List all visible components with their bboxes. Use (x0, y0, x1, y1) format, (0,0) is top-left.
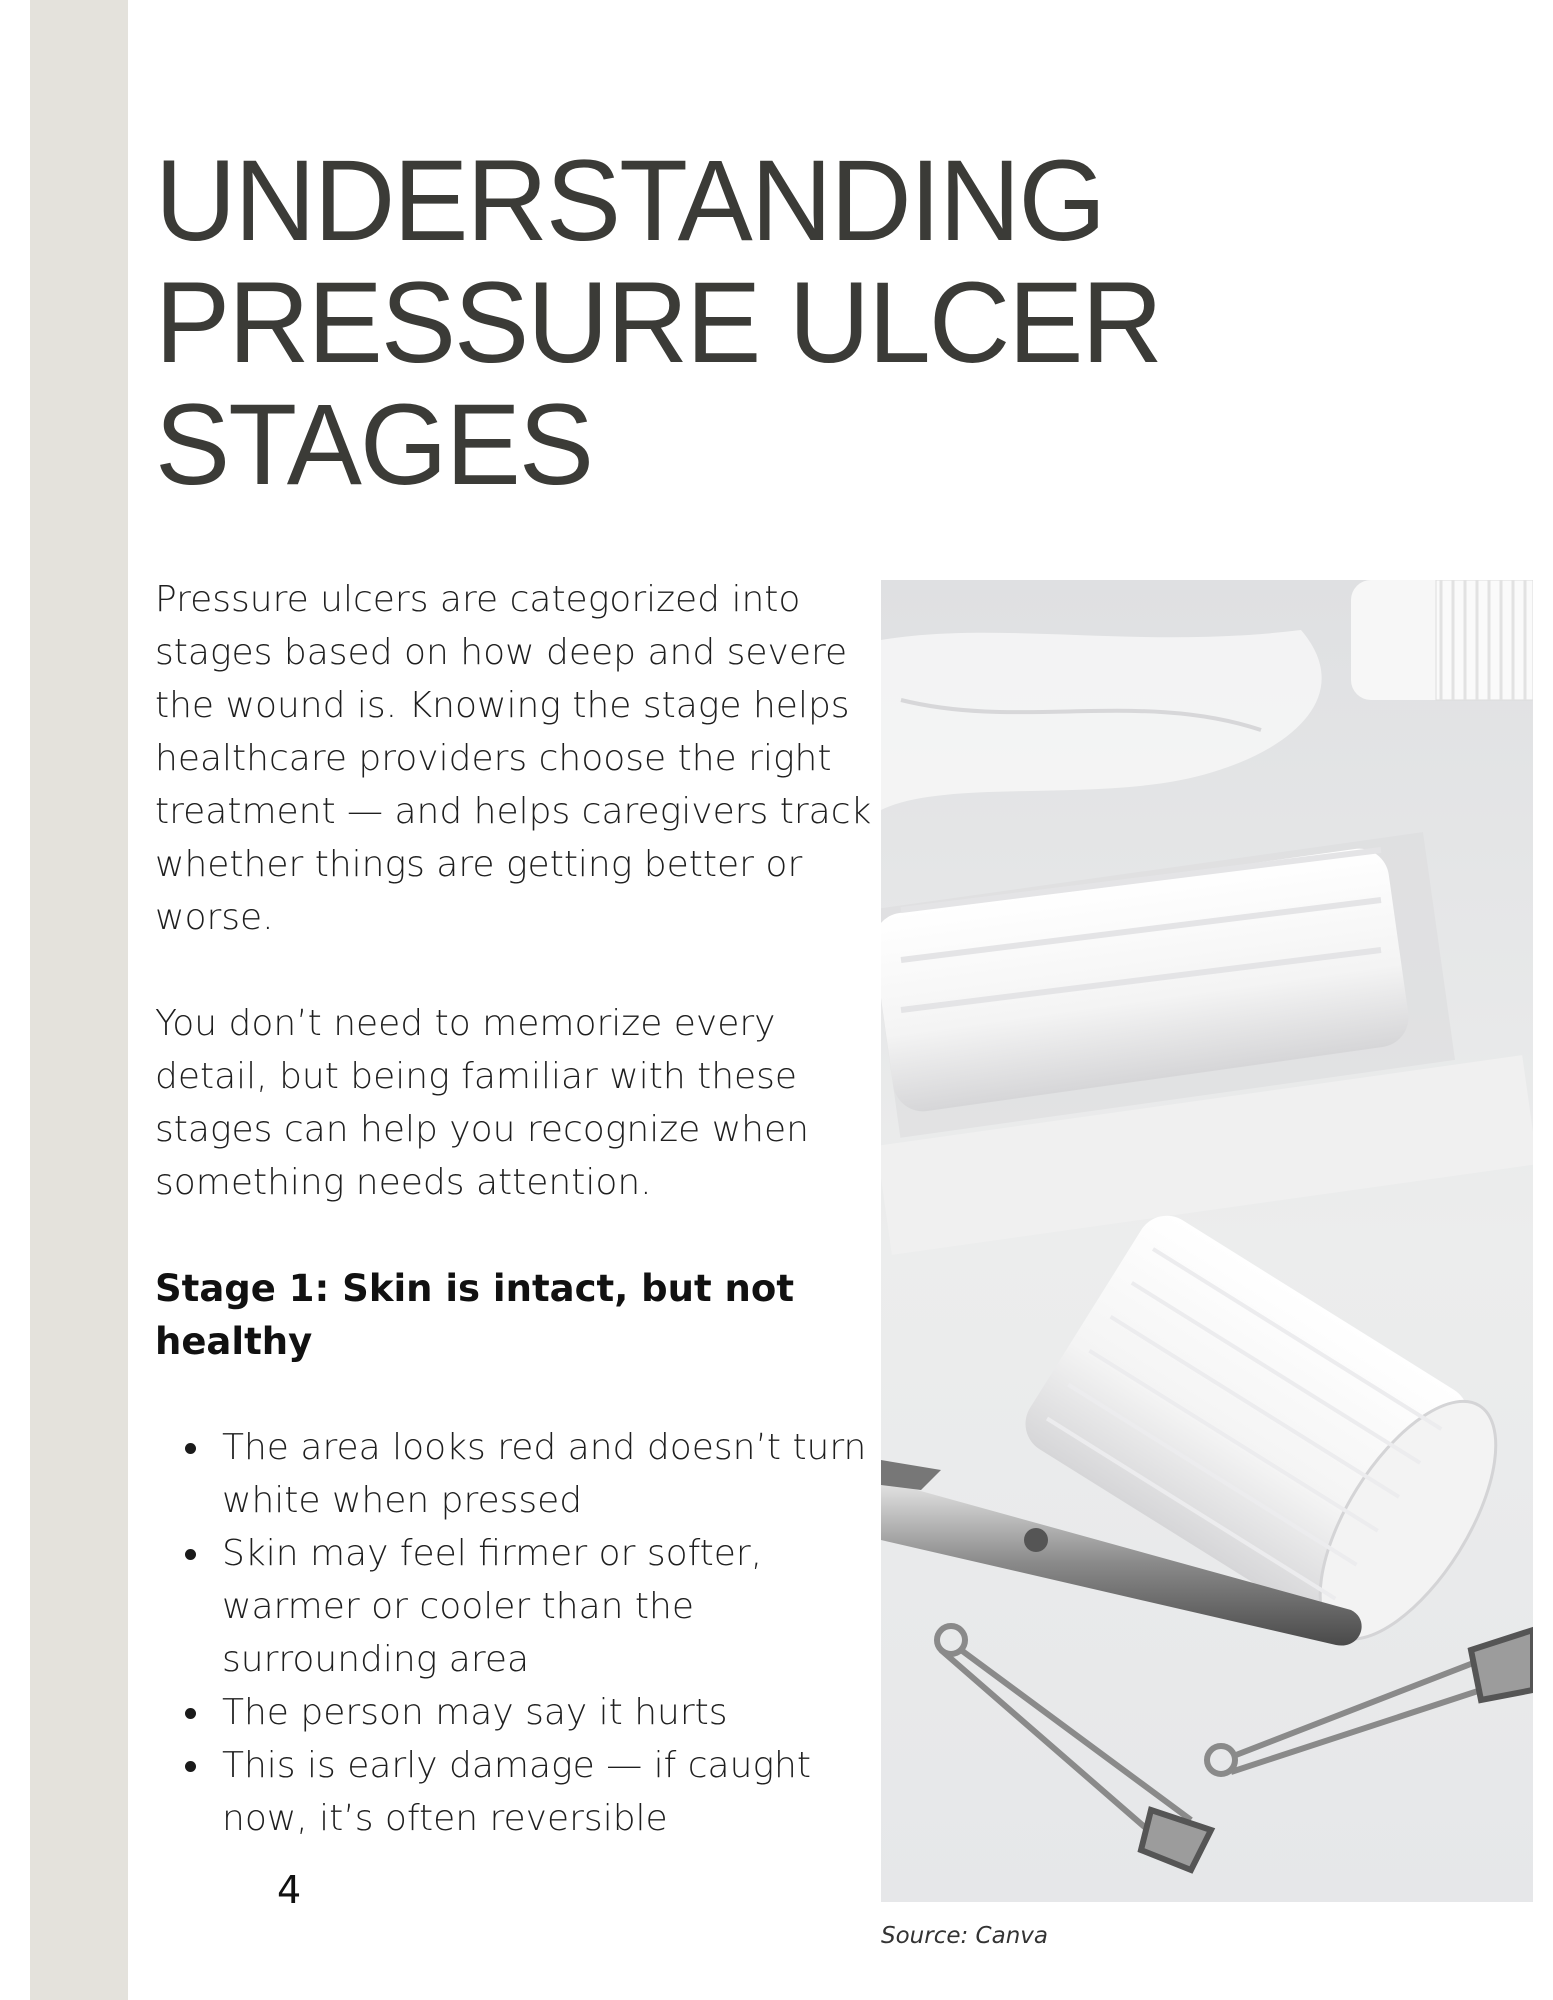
page-title (155, 137, 1331, 509)
bullet-item: The person may say it hurts (155, 1686, 875, 1739)
side-band (30, 0, 128, 2000)
intro-paragraph: Pressure ulcers are categorized into stages based on how deep and severe the wound is. Knowing the stage helps healthcare providers choose the right treatment — and helps caregivers track whether things are getting better or worse. (155, 579, 872, 938)
medical-supplies-photo (881, 580, 1533, 1902)
title-line-2: PRESSURE ULCER (155, 259, 1161, 387)
stage-1-heading: Stage 1: Skin is intact, but not healthy (155, 1267, 795, 1363)
bullet-item: Skin may feel firmer or softer, warmer or cooler than the surrounding area (155, 1527, 875, 1686)
title-line-3: STAGES (155, 381, 593, 509)
page-number: 4 (277, 1868, 302, 1912)
bullet-item: This is early damage — if caught now, it’s often reversible (155, 1739, 875, 1845)
title-line-1: UNDERSTANDING (155, 137, 1105, 265)
second-paragraph: You don’t need to memorize every detail, but being familiar with these stages can help you recognize when something needs attention. (155, 1003, 809, 1203)
photo-illustration (881, 580, 1533, 1902)
image-caption: Source: Canva (881, 1923, 1048, 1949)
bullet-item: The area looks red and doesn’t turn white when pressed (155, 1421, 875, 1527)
body-column (155, 573, 875, 1845)
bottle (1351, 580, 1533, 700)
stage-1-bullet-list (155, 1421, 875, 1845)
